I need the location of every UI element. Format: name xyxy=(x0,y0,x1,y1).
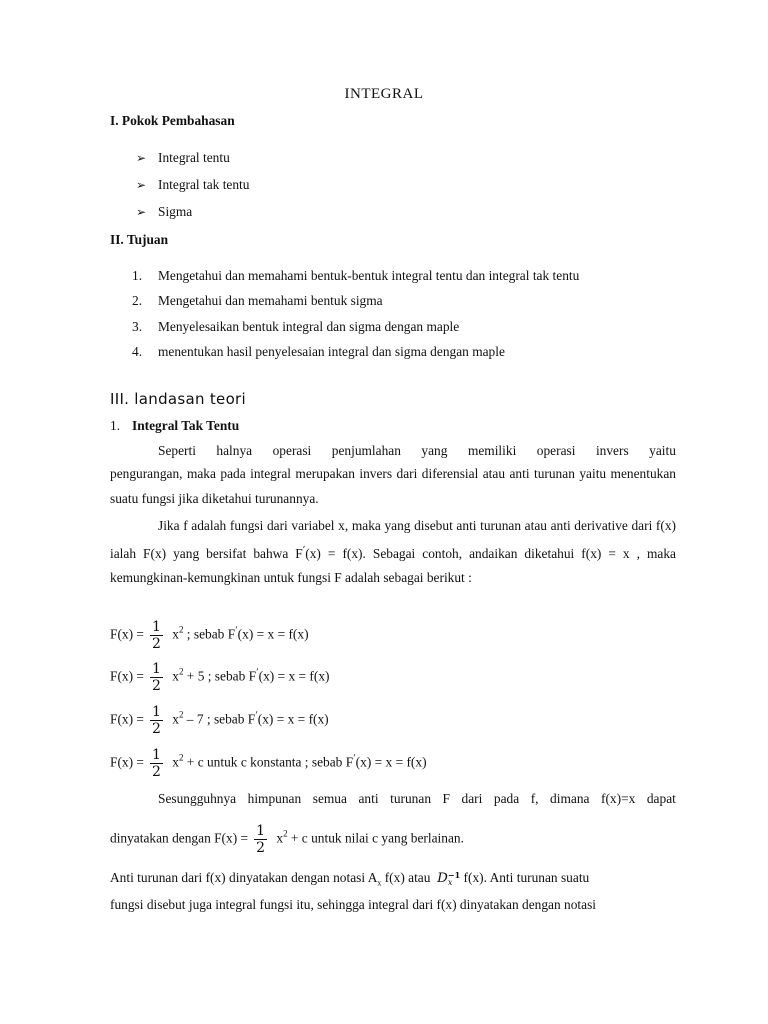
word: yang xyxy=(421,443,448,458)
word: F xyxy=(442,791,450,806)
word: memiliki xyxy=(467,443,517,458)
fraction: $\frac{1}{2}$ xyxy=(151,619,161,652)
word: himpunan xyxy=(247,791,302,806)
list-item: ➢ Integral tak tentu xyxy=(136,177,250,192)
word: operasi xyxy=(272,443,312,458)
word: invers xyxy=(595,443,629,458)
list-item: 1. Mengetahui dan memahami bentuk-bentuk integral tentu dan integral tak tentu xyxy=(132,268,580,283)
paragraph-line xyxy=(110,791,676,807)
arrow-bullet-icon: ➢ xyxy=(136,205,147,219)
list-item: 4. menentukan hasil penyelesaian integral dan sigma dengan maple xyxy=(132,344,505,359)
arrow-bullet-icon: ➢ xyxy=(136,151,147,165)
paragraph-line: dinyatakan dengan F(x) = $\frac{1}{2}$ $x^2 + c$ untuk nilai c yang berlainan. xyxy=(110,823,464,856)
list-item: 3. Menyelesaikan bentuk integral dan sigma dengan maple xyxy=(132,319,460,334)
word: Sesungguhnya xyxy=(158,791,237,806)
section-heading-tujuan: II. Tujuan xyxy=(110,232,169,247)
word: f, xyxy=(530,791,539,806)
paragraph-line xyxy=(110,443,676,459)
section-heading-pokok: I. Pokok Pembahasan xyxy=(110,113,235,128)
list-item: ➢ Sigma xyxy=(136,204,193,219)
word: pada xyxy=(493,791,520,806)
paragraph: pengurangan, maka pada integral merupakan invers dari diferensial atau anti turunan yaitu menentukan suatu fungsi jika diketahui turunannya. xyxy=(110,466,676,506)
word: yaitu xyxy=(649,443,676,458)
word: halnya xyxy=(216,443,253,458)
fraction: $\frac{1}{2}$ xyxy=(256,823,265,856)
word: anti xyxy=(358,791,379,806)
document-title: INTEGRAL xyxy=(344,86,424,102)
antiderivative-notation: D −1 x xyxy=(437,869,461,887)
word: turunan xyxy=(390,791,432,806)
paragraph-line: Anti turunan dari f(x) dinyatakan dengan notasi $A_x$ f(x) atau D −1 x f(x). Anti turunan suatu xyxy=(110,869,590,888)
section-heading-landasan-teori: III. landasan teori xyxy=(110,390,246,408)
formula: F(x) = $\frac{1}{2}$ $x^2 + 5$ ; sebab $F^ʹ(x) = x = f(x)$ xyxy=(110,661,330,694)
fraction: $\frac{1}{2}$ xyxy=(151,747,161,780)
subsection-heading: 1. Integral Tak Tentu xyxy=(110,418,240,433)
list-item: 2. Mengetahui dan memahami bentuk sigma xyxy=(132,293,383,308)
word: operasi xyxy=(536,443,576,458)
fraction: $\frac{1}{2}$ xyxy=(151,704,161,737)
paragraph: Jika f adalah fungsi dari variabel x, maka yang disebut anti turunan atau anti derivative dari f(x) ialah F(x) yang bersifat bahwa $F^ʹ(x) = f(x)$. Sebagai contoh, andaikan diketahui f(x) = x , maka kemungkinan-kemungkinan untuk fungsi F adalah sebagai berikut : xyxy=(110,518,676,585)
arrow-bullet-icon: ➢ xyxy=(136,178,147,192)
word: dari xyxy=(461,791,483,806)
fraction: $\frac{1}{2}$ xyxy=(151,661,161,694)
word: semua xyxy=(312,791,347,806)
paragraph-line: fungsi disebut juga integral fungsi itu, sehingga integral dari f(x) dinyatakan dengan notasi xyxy=(110,897,597,912)
list-item: ➢ Integral tentu xyxy=(136,150,230,165)
formula: F(x) = $\frac{1}{2}$ $x^2 + c$ untuk c konstanta ; sebab $F^ʹ(x) = x = f(x)$ xyxy=(110,747,427,780)
word: f(x)=x xyxy=(601,791,636,806)
formula: F(x) = $\frac{1}{2}$ $x^2$ ; sebab $F^ʹ(x) = x = f(x)$ xyxy=(110,619,309,652)
word: penjumlahan xyxy=(331,443,401,458)
word: dimana xyxy=(550,791,590,806)
formula: F(x) = $\frac{1}{2}$ $x^2 - 7$ ; sebab $F^ʹ(x) = x = f(x)$ xyxy=(110,704,329,737)
word: dapat xyxy=(646,791,676,806)
word: Seperti xyxy=(158,443,196,458)
